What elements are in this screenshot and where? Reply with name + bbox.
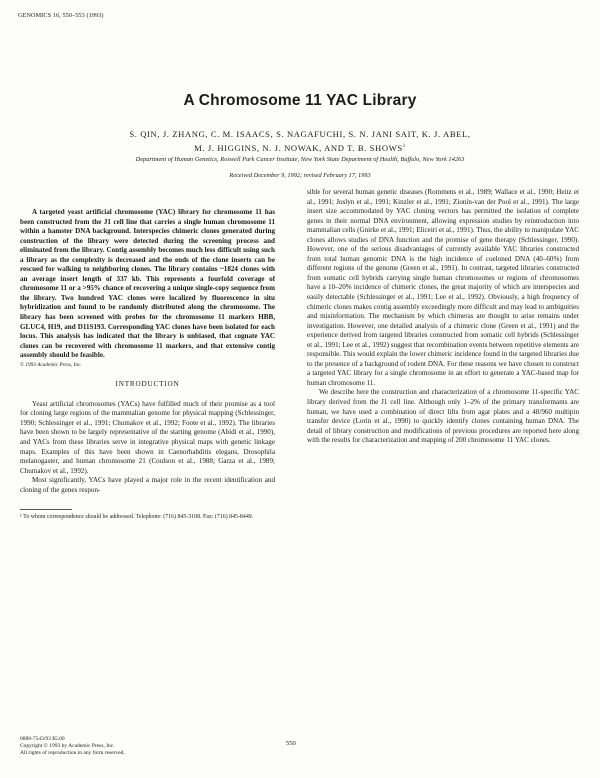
correspondence-footnote: ¹ To whom correspondence should be addressed. Telephone: (716) 845-3108. Fax: (716) 845-8449. — [20, 514, 254, 521]
author-line-2-text: M. J. HIGGINS, N. J. NOWAK, AND T. B. SHOWS — [194, 142, 403, 153]
rights-line: All rights of reproduction in any form reserved. — [20, 750, 125, 756]
introduction-heading: INTRODUCTION — [115, 380, 180, 389]
intro-paragraph-3: sible for several human genetic diseases (Rommens et al., 1989; Wallace et al., 1990; Heitz et al., 1991; Joslyn et al., 1991; Kinzler et al., 1991; Zionin-van der Pool et al., 1991). The large insert size accommodated by YAC cloning vectors has permitted the isolation of complete genes in their normal DNA environment, allowing expression studies by reintroduction into mammalian cells (Gnirke et al., 1991; Eliceiri et al., 1991). Thus, the ability to manipulate YAC clones allows studies of DNA function and the promise of gene therapy (Schlessinger, 1990). However, one of the serious disadvantages of currently available YAC libraries constructed from total human genomic DNA is the high incidence of coeloned DNA (40–60%) from different regions of the genome (Green et al., 1991). In contrast, targeted libraries constructed from somatic cell hybrids carrying single human chromosomes or regions of chromosomes have a 10–20% incidence of chimeric clones, the great majority of which are interspecies and easily detectable (Schlessinger et al., 1991; Lee et al., 1992). Obviously, a high frequency of chimeric clones makes contig assembly exceedingly more difficult and may lead to ambiguities and misinformation. The mechanism by which chimeras are thought to arise remains under investigation. However, one detailed analysis of a chimeric clone (Green et al., 1991) and the experience derived from targeted libraries constructed from somatic cell hybrids (Schlessinger et al., 1991; Lee et al., 1992) suggest that recombination events between repetitive elements are responsible. This would explain the lower chimeric incidence found in the targeted libraries due to the presence of a background of rodent DNA. For these reasons we have chosen to construct a targeted YAC library for a single chromosome in an effort to generate a YAC-based map for human chromosome 11. — [307, 188, 579, 387]
footnote-divider — [20, 509, 72, 510]
author-line-1: S. QIN, J. ZHANG, C. M. ISAACS, S. NAGAFUCHI, S. N. JANI SAIT, K. J. ABEL, — [129, 129, 471, 139]
author-footnote-mark: 1 — [402, 143, 406, 149]
left-column — [20, 208, 275, 521]
right-column — [307, 188, 579, 446]
abstract: A targeted yeast artificial chromosome (YAC) library for chromosome 11 has been constructed from the J1 cell line that carries a single human chromosome 11 within a hamster DNA background. Interspecies chimeric clones generated during construction of the library were detected during the screening process and eliminated from the library. Contig assembly becomes much less difficult using such a library as the complexity is decreased and the ends of the clone inserts can be rescued for walking to neighboring clones. The library contains ~1824 clones with an average insert length of 337 kb. This represents a fourfold coverage of chromosome 11 or a >95% chance of recovering a unique single-copy sequence from the library. Two hundred YAC clones were localized by fluorescence in situ hybridization and found to be randomly distributed along the chromosome. The library has been screened with probes for the chromosome 11 markers HBB, GLUC4, H19, and D11S193. Corresponding YAC clones have been isolated for each locus. This analysis has indicated that the library is unbiased, that cognate YAC clones can be recovered with chromosome 11 markers, and that extensive contig assembly should be feasible. — [20, 208, 275, 360]
issn-line: 0888-7543/93 $5.00 — [20, 736, 65, 742]
received-dates: Received December 9, 1992; revised February 17, 1993 — [229, 172, 371, 179]
affiliation: Department of Human Genetics, Roswell Park Cancer Institute, New York State Department of Health, Buffalo, New York 14263 — [135, 156, 465, 163]
intro-paragraph-4: We describe here the construction and characterization of a chromosome 11-specific YAC library derived from the J1 cell line. Although only 1–2% of the primary transformants are human, we have used a combination of direct lifts from agar plates and a 48/960 multipin transfer device (Lorin et al., 1990) to quickly identify clones containing human DNA. The detail of library construction and modifications of previous procedures are reported here along with the results for characterization and mapping of 200 chromosome 11 YAC clones. — [307, 388, 579, 445]
author-list — [60, 128, 540, 154]
author-line-2 — [60, 141, 540, 154]
publisher-copyright: Copyright © 1993 by Academic Press, Inc. — [20, 743, 115, 749]
intro-paragraph-2: Most significantly, YACs have played a major role in the recent identification and cloning of the genes respon- — [20, 476, 275, 494]
paper-title: A Chromosome 11 YAC Library — [183, 92, 417, 109]
page-number: 550 — [286, 740, 296, 747]
publication-info — [20, 736, 125, 757]
abstract-copyright: © 1993 Academic Press, Inc. — [20, 361, 82, 368]
journal-reference: GENOMICS 16, 550–553 (1993) — [18, 12, 104, 19]
intro-paragraph-1: Yeast artificial chromosomes (YACs) have fulfilled much of their promise as a tool for cloning large regions of the mammalian genome for physical mapping (Schlessinger, 1990; Schlessinger et al., 1991; Chumakov et al., 1992; Foote et al., 1992). The libraries have been shown to be largely representative of the starting genome (Abidi et al., 1990), and YACs from these libraries serve in integrative physical maps with genetic linkage maps. Examples of this have been shown in Caenorhabditis elegans, Drosophila melanogaster, and human chromosome 21 (Coulson et al., 1988; Garza et al., 1989; Chumakov et al., 1992). — [20, 399, 275, 475]
